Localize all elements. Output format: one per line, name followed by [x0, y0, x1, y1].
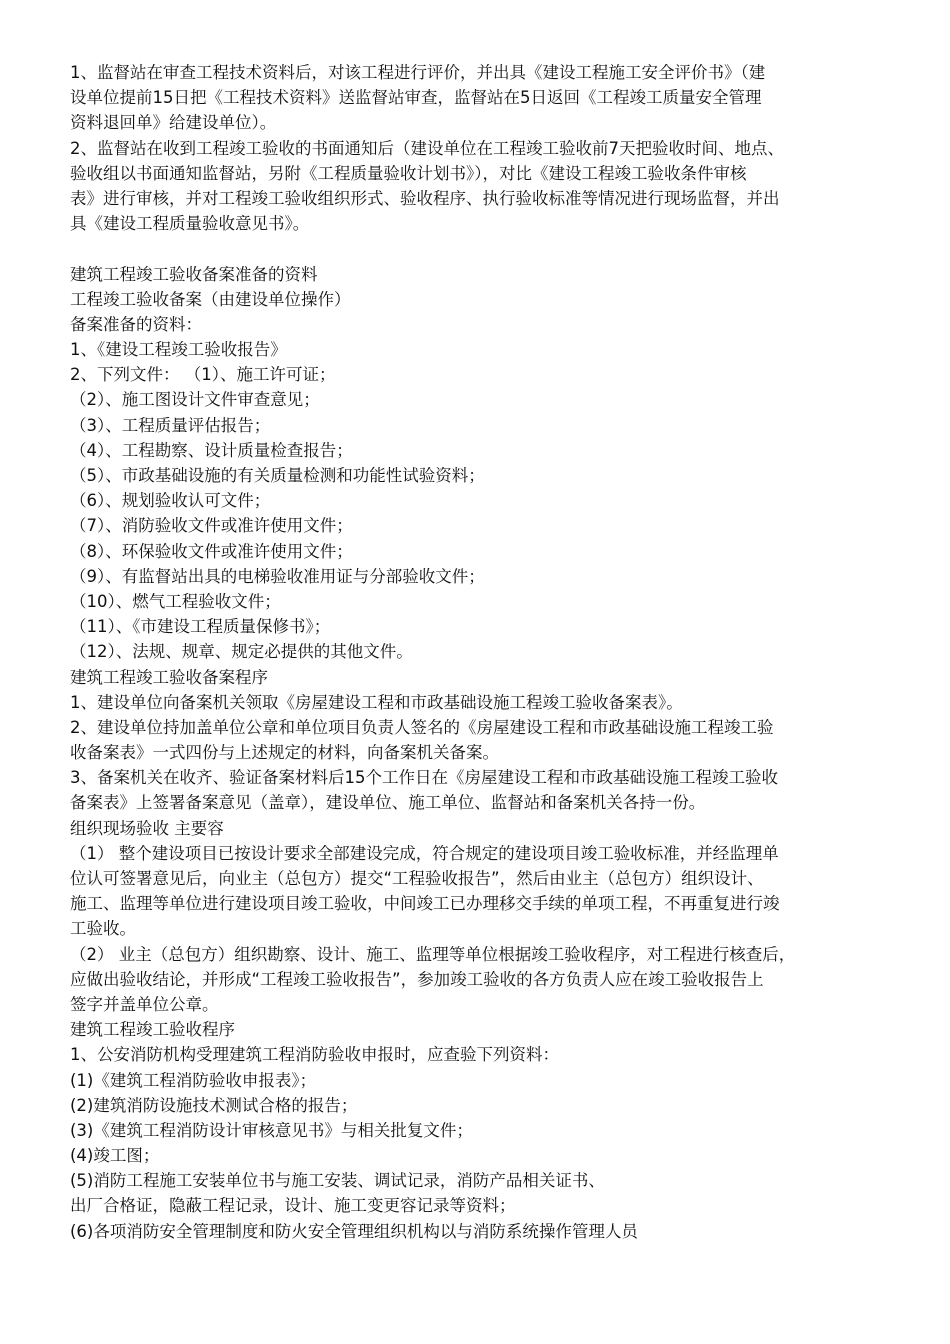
text-line: 1、公安消防机构受理建筑工程消防验收申报时，应查验下列资料： [70, 1045, 559, 1065]
list-item: (3)《建筑工程消防设计审核意见书》与相关批复文件； [70, 1120, 473, 1140]
text-line: （1） 整个建设项目已按设计要求全部建设完成，符合规定的建设项目竣工验收标准，并经监理单 [70, 843, 779, 863]
document-page [70, 60, 900, 1244]
text-line: 设单位提前15日把《工程技术资料》送监督站审查，监督站在5日返回《工程竣工质量安全管理 [70, 88, 762, 108]
section-heading: 建筑工程竣工验收程序 [70, 1020, 235, 1040]
text-line: 2、监督站在收到工程竣工验收的书面通知后（建设单位在工程竣工验收前7天把验收时间、地点、 [70, 138, 784, 158]
text-line: 备案准备的资料： [70, 314, 202, 334]
section-heading: 组织现场验收 主要容 [70, 818, 224, 838]
list-item: (5)消防工程施工安装单位书与施工安装、调试记录，消防产品相关证书、 [70, 1171, 605, 1191]
text-line: （2） 业主（总包方）组织勘察、设计、施工、监理等单位根据竣工验收程序，对工程进行核查后， [70, 944, 796, 964]
blank-line [70, 236, 900, 261]
list-item: （10）、燃气工程验收文件； [70, 591, 281, 611]
text-line: 工程竣工验收备案（由建设单位操作） [70, 289, 351, 309]
list-item: (6)各项消防安全管理制度和防火安全管理组织机构以与消防系统操作管理人员 [70, 1221, 638, 1241]
list-item: （5）、市政基础设施的有关质量检测和功能性试验资料； [70, 466, 485, 485]
text-line: 1、监督站在审查工程技术资料后，对该工程进行评价，并出具《建设工程施工安全评价书》（建 [70, 63, 766, 82]
list-item: （8）、环保验收文件或准许使用文件； [70, 541, 353, 561]
text-line: 位认可签署意见后，向业主（总包方）提交“工程验收报告”，然后由业主（总包方）组织设计、 [70, 869, 764, 888]
text-line: 资料退回单》给建设单位）。 [70, 113, 277, 133]
list-item: （3）、工程质量评估报告； [70, 415, 271, 435]
list-item: （2）、施工图设计文件审查意见； [70, 390, 320, 410]
text-line: 工验收。 [70, 919, 136, 939]
list-item: (1)《建筑工程消防验收申报表》； [70, 1070, 317, 1090]
list-item: 2、下列文件： （1）、施工许可证； [70, 365, 336, 385]
section-heading: 建筑工程竣工验收备案准备的资料 [70, 264, 318, 284]
list-item: （4）、工程勘察、设计质量检查报告； [70, 440, 353, 460]
text-line: 验收组以书面通知监督站，另附《工程质量验收计划书》），对比《建设工程竣工验收条件审核 [70, 163, 747, 183]
text-line: 收备案表》一式四份与上述规定的材料，向备案机关备案。 [70, 743, 499, 763]
list-item: （6）、规划验收认可文件； [70, 491, 271, 511]
list-item: （11）、《市建设工程质量保修书》； [70, 617, 331, 637]
text-line: 施工、监理等单位进行建设项目竣工验收，中间竣工已办理移交手续的单项工程，不再重复进行竣 [70, 894, 780, 914]
list-item: （7）、消防验收文件或准许使用文件； [70, 516, 353, 536]
list-item: （12）、法规、规章、规定必提供的其他文件。 [70, 642, 413, 662]
text-line: 3、备案机关在收齐、验证备案材料后15个工作日在《房屋建设工程和市政基础设施工程竣工验收 [70, 768, 778, 788]
list-item: 1、《建设工程竣工验收报告》 [70, 340, 287, 360]
text-line: 备案表》上签署备案意见（盖章），建设单位、施工单位、监督站和备案机关各持一份。 [70, 793, 706, 813]
section-heading: 建筑工程竣工验收备案程序 [70, 667, 268, 687]
text-line: 出厂合格证，隐蔽工程记录，设计、施工变更容记录等资料； [70, 1196, 516, 1216]
text-line: 表》进行审核，并对工程竣工验收组织形式、验收程序、执行验收标准等情况进行现场监督，并出 [70, 188, 780, 208]
text-line: 1、建设单位向备案机关领取《房屋建设工程和市政基础设施工程竣工验收备案表》。 [70, 692, 683, 712]
text-line: 签字并盖单位公章。 [70, 994, 219, 1014]
text-line: 2、建设单位持加盖单位公章和单位项目负责人签名的《房屋建设工程和市政基础设施工程竣工验 [70, 717, 774, 737]
list-item: (4)竣工图； [70, 1146, 160, 1166]
list-item: （9）、有监督站出具的电梯验收准用证与分部验收文件； [70, 566, 485, 586]
text-line: 具《建设工程质量验收意见书》。 [70, 214, 310, 234]
text-line: 应做出验收结论，并形成“工程竣工验收报告”，参加竣工验收的各方负责人应在竣工验收报告上 [70, 969, 764, 989]
list-item: (2)建筑消防设施技术测试合格的报告； [70, 1095, 358, 1115]
